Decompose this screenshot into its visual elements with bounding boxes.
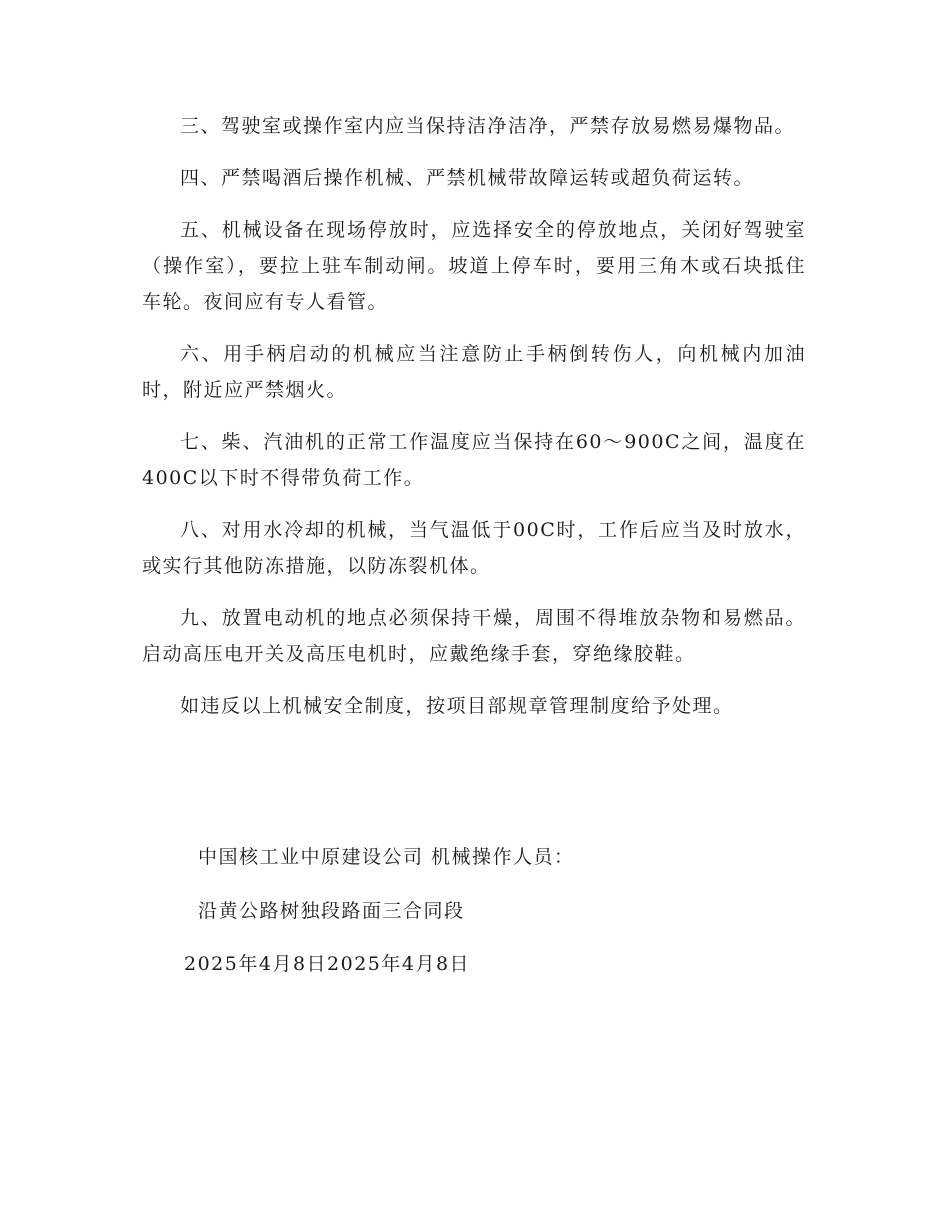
signature-company-line: 中国核工业中原建设公司 机械操作人员： (198, 846, 575, 868)
rule-paragraph-7: 七、柴、汽油机的正常工作温度应当保持在60～900C之间，温度在400C以下时不得带负荷工作。 (142, 431, 806, 489)
rule-paragraph-6: 六、用手柄启动的机械应当注意防止手柄倒转伤人，向机械内加油时，附近应严禁烟火。 (142, 343, 806, 401)
regulation-body (142, 108, 806, 740)
rule-paragraph-5: 五、机械设备在现场停放时，应选择安全的停放地点，关闭好驾驶室（操作室），要拉上驻车制动闸。坡道上停车时，要用三角木或石块抵住车轮。夜间应有专人看管。 (142, 219, 806, 313)
rule-paragraph-8: 八、对用水冷却的机械，当气温低于00C时，工作后应当及时放水，或实行其他防冻措施，以防冻裂机体。 (142, 519, 806, 577)
rule-paragraph-9: 九、放置电动机的地点必须保持干燥，周围不得堆放杂物和易燃品。启动高压电开关及高压电机时，应戴绝缘手套，穿绝缘胶鞋。 (142, 607, 806, 665)
signature-date-line: 2025年4月8日2025年4月8日 (184, 953, 471, 975)
rule-paragraph-4: 四、严禁喝酒后操作机械、严禁机械带故障运转或超负荷运转。 (180, 167, 755, 189)
closing-paragraph: 如违反以上机械安全制度，按项目部规章管理制度给予处理。 (180, 695, 734, 717)
rule-paragraph-3: 三、驾驶室或操作室内应当保持洁净洁净，严禁存放易燃易爆物品。 (180, 115, 796, 137)
signature-section-line: 沿黄公路树独段路面三合同段 (198, 900, 465, 922)
